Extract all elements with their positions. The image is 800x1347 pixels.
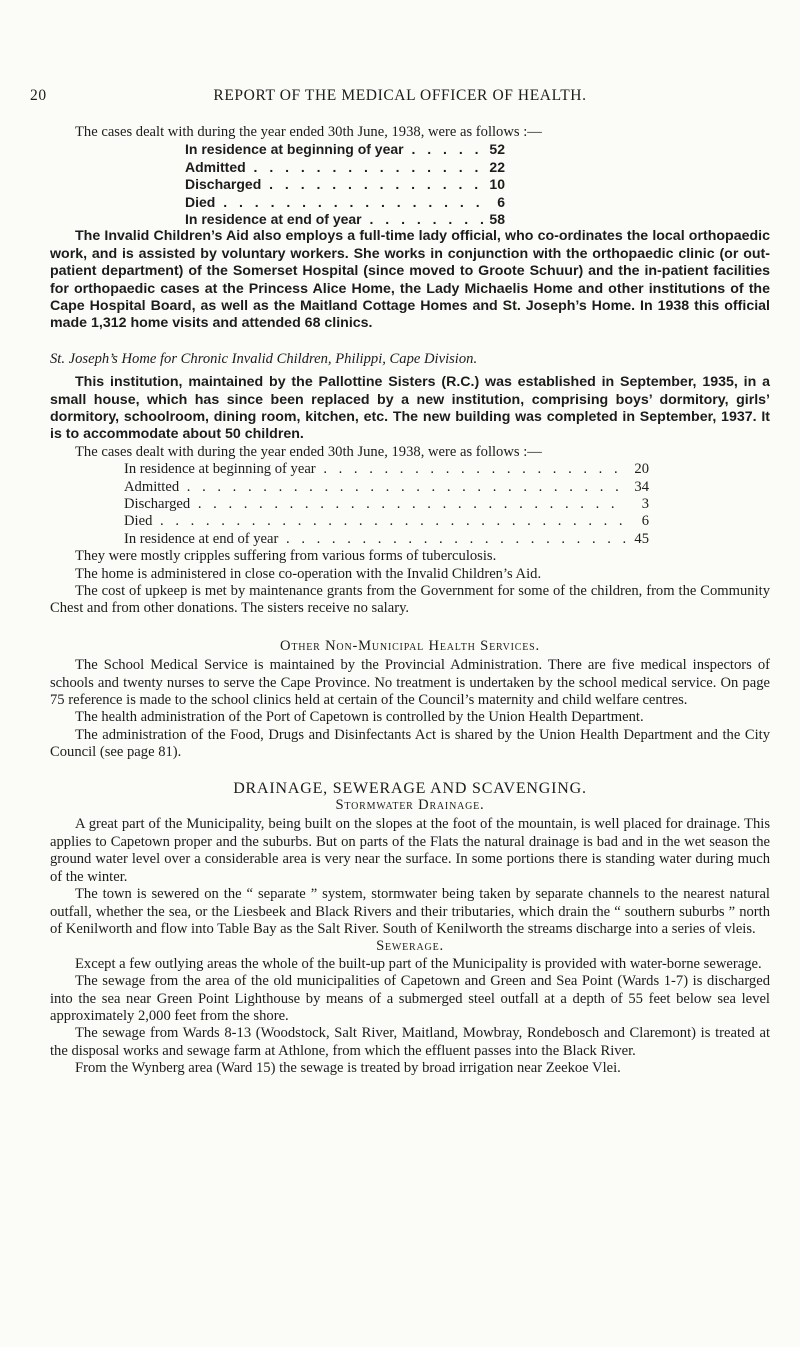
st-joseph-para3: The home is administered in close co-operation with the Invalid Children’s Aid. (75, 565, 542, 582)
st-joseph-para2: They were mostly cripples suffering from various forms of tuberculosis. (75, 548, 497, 565)
other-services-heading: Other Non-Municipal Health Services. (280, 637, 540, 654)
body-column (50, 124, 770, 1078)
drainage-para1: A great part of the Municipality, being built on the slopes at the foot of the mountain, is well placed for drainage. This applies to Capetown proper and the suburbs. But on parts of the Flats the natural drainage is bad and in the wet season the ground water level over a considerable area is very near the surface. In some portions there is standing water during much of the winter. (50, 816, 770, 885)
other-services-para2: The health administration of the Port of Capetown is controlled by the Union Health Department. (75, 709, 644, 726)
sewerage-heading: Sewerage. (376, 938, 444, 955)
other-services-para1: The School Medical Service is maintained by the Provincial Administration. There are five medical inspectors of schools and twenty nurses to serve the Cape Province. No treatment is undertaken by the school medical service. On page 75 reference is made to the school clinics held at certain of the Council’s maternity and child welfare centres. (50, 657, 770, 709)
invalid-aid-paragraph: The Invalid Children’s Aid also employs a full-time lady official, who co-ordinates the local orthopaedic work, and is assisted by voluntary workers. She works in conjunction with the orthopaedic clinic (or out-patient department) of the Somerset Hospital (since moved to Groote Schuur) and the in-patient facilities for orthopaedic cases at the Princess Alice Home, the Lady Michaelis Home and other institutions of the Cape Hospital Board, as well as the Maitland Cottage Homes and St. Joseph’s Home. In 1938 this official made 1,312 home visits and attended 68 clinics. (50, 228, 770, 332)
stat-row: In residence at beginning of year . . . 20 (124, 461, 649, 478)
stat-row: Admitted . . . 22 (185, 159, 505, 176)
stormwater-subheading: Stormwater Drainage. (335, 797, 485, 814)
sewerage-para3: The sewage from Wards 8-13 (Woodstock, Salt River, Maitland, Mowbray, Rondebosch and Claremont) is treated at the disposal works and sewage farm at Athlone, from which the effluent passes into the Black River. (50, 1025, 770, 1059)
drainage-heading: DRAINAGE, SEWERAGE AND SCAVENGING. (233, 779, 587, 797)
stat-row: Admitted . . . 34 (124, 479, 649, 496)
stat-row: Discharged . . . 10 (185, 176, 505, 193)
sewerage-para1: Except a few outlying areas the whole of the built-up part of the Municipality is provided with water-borne sewerage. (75, 955, 762, 972)
invalid-aid-stats (185, 141, 770, 228)
st-joseph-stats (124, 461, 770, 548)
stat-row: In residence at beginning of year . . . 52 (185, 141, 505, 158)
sewerage-para2: The sewage from the area of the old municipalities of Capetown and Green and Sea Point (Wards 1-7) is discharged into the sea near Green Point Lighthouse by means of a submerged steel outfall at a depth of 55 feet below sea level approximately 2,000 feet from the shore. (50, 973, 770, 1024)
drainage-para2: The town is sewered on the “ separate ” system, stormwater being taken by separate channels to the nearest natural outfall, whether the sea, or the Liesbeek and Black Rivers and their tributaries, which drain the “ southern suburbs ” north of Kenilworth and flow into Table Bay as the Salt River. South of Kenilworth the streams discharge into a series of vleis. (50, 886, 770, 937)
other-services-para3: The administration of the Food, Drugs and Disinfectants Act is shared by the Union Health Department and the City Council (see page 81). (50, 726, 770, 761)
sewerage-para4: From the Wynberg area (Ward 15) the sewage is treated by broad irrigation near Zeekoe Vlei. (75, 1060, 621, 1077)
st-joseph-heading: St. Joseph’s Home for Chronic Invalid Children, Philippi, Cape Division. (50, 350, 478, 367)
stat-row: In residence at end of year . . . 58 (185, 211, 505, 228)
stat-row: Died . . . 6 (185, 194, 505, 211)
stat-row: Discharged . . . 3 (124, 496, 649, 513)
st-joseph-intro: The cases dealt with during the year ended 30th June, 1938, were as follows :— (75, 443, 542, 460)
st-joseph-para4: The cost of upkeep is met by maintenance grants from the Government for some of the children, from the Community Chest and from other donations. The sisters receive no salary. (50, 583, 770, 617)
st-joseph-para1: This institution, maintained by the Pallottine Sisters (R.C.) was established in September, 1935, in a small house, which has since been replaced by a new institution, comprising boys’ dormitory, girls’ dormitory, schoolroom, dining room, kitchen, etc. The new building was completed in September, 1937. It is to accommodate about 50 children. (50, 374, 770, 443)
header-title: REPORT OF THE MEDICAL OFFICER OF HEALTH. (213, 87, 587, 104)
stat-row: Died . . . 6 (124, 513, 649, 530)
page-number: 20 (30, 87, 47, 104)
invalid-aid-intro: The cases dealt with during the year ended 30th June, 1938, were as follows :— (75, 124, 542, 140)
stat-row: In residence at end of year . . . 45 (124, 531, 649, 548)
